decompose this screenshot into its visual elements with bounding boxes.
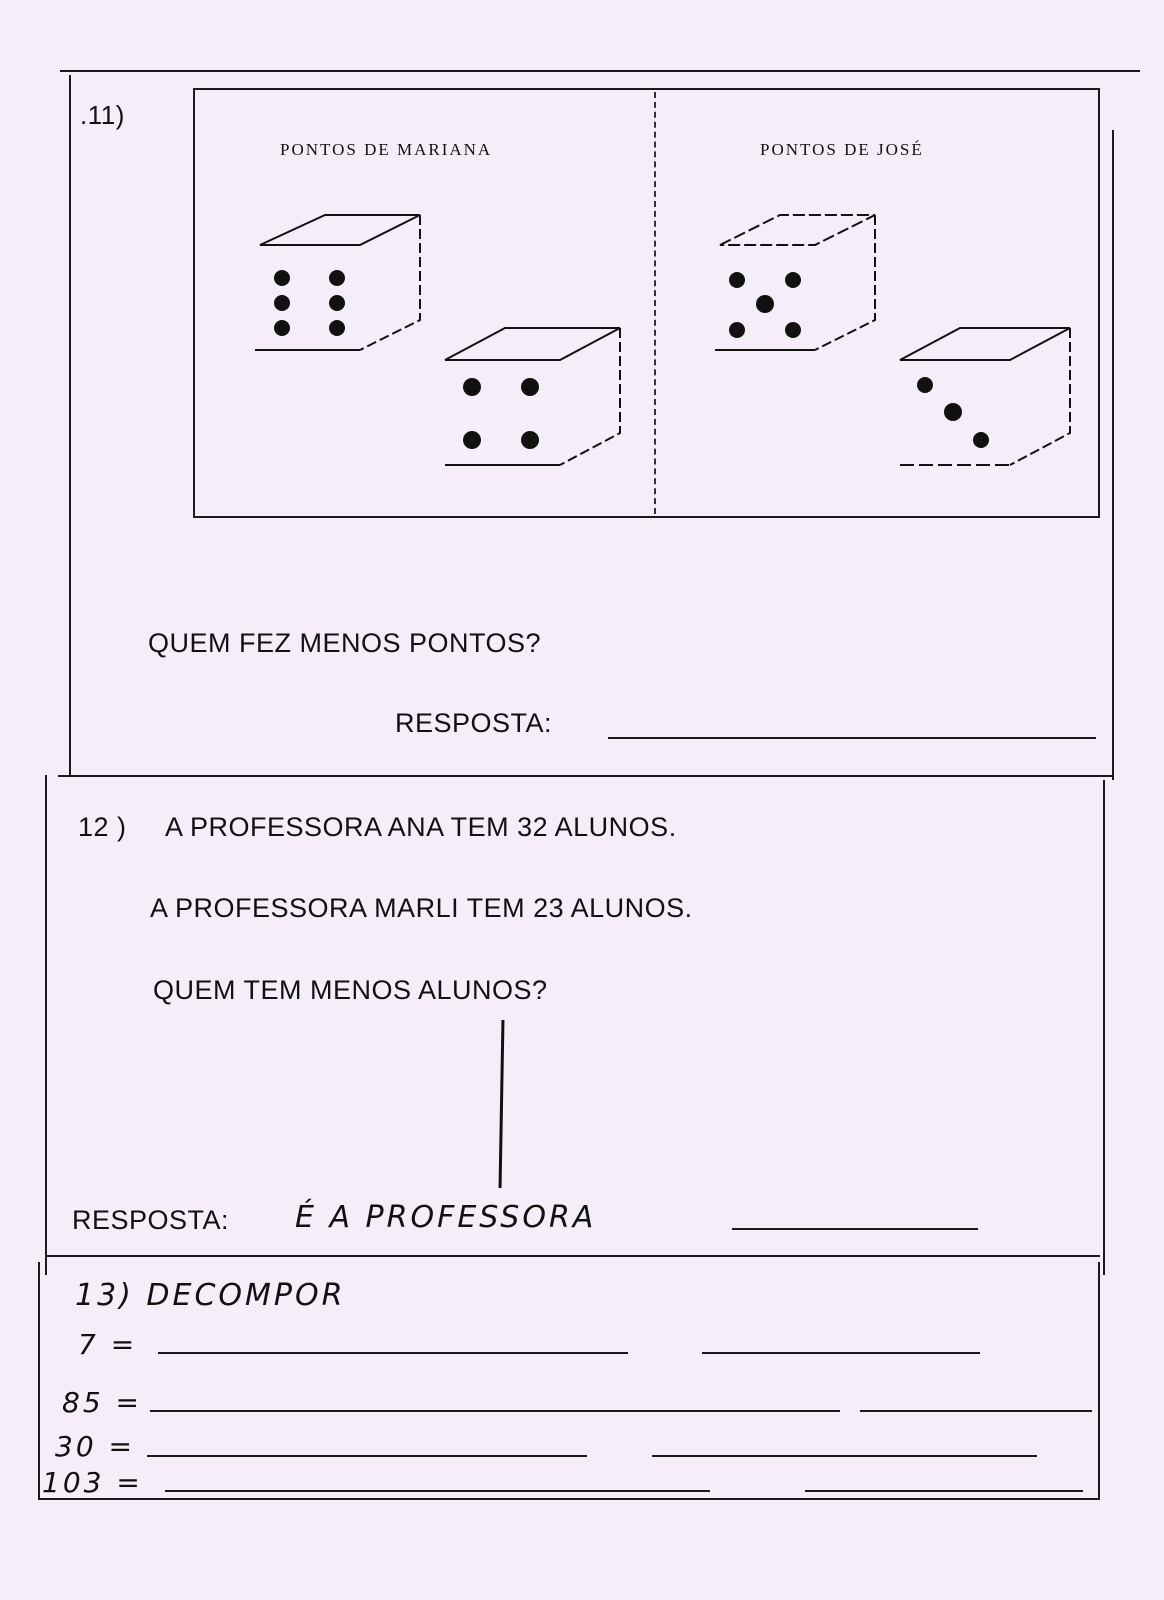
die-mariana-six: [250, 210, 430, 360]
left-border: [69, 75, 71, 775]
panel-title-mariana: PONTOS DE MARIANA: [280, 140, 493, 159]
q12-answer-label: RESPOSTA:: [72, 1205, 230, 1235]
q13-row1-blank2[interactable]: [702, 1352, 980, 1354]
q12-line2: A PROFESSORA MARLI TEM 23 ALUNOS.: [150, 893, 693, 923]
right-border-lower: [1103, 780, 1105, 1275]
divider-q11-q12: [58, 775, 1114, 777]
q12-answer-handwritten: É A PROFESSORA: [295, 1200, 597, 1235]
left-border-lower: [45, 775, 47, 1275]
q12-number: 12 ): [78, 812, 127, 842]
q13-title: 13) DECOMPOR: [75, 1278, 346, 1313]
pencil-stroke: [499, 1020, 505, 1188]
top-rule: [60, 70, 1140, 72]
q13-row4-blank1[interactable]: [165, 1490, 710, 1492]
left-border-bottom: [38, 1262, 40, 1500]
q13-row3-label: 30 =: [55, 1430, 135, 1463]
q12-line1: A PROFESSORA ANA TEM 32 ALUNOS.: [165, 812, 677, 842]
q11-answer-blank[interactable]: [608, 737, 1096, 739]
q13-row2-blank1[interactable]: [150, 1410, 840, 1412]
q13-row4-blank2[interactable]: [805, 1490, 1083, 1492]
q11-number: .11): [80, 100, 125, 130]
q12-answer-blank[interactable]: [732, 1228, 978, 1230]
q13-row2-blank2[interactable]: [860, 1410, 1092, 1412]
bottom-rule: [38, 1498, 1100, 1500]
q13-row1-blank1[interactable]: [158, 1352, 628, 1354]
q11-panel-divider: [654, 92, 656, 514]
die-mariana-four: [440, 325, 630, 475]
q11-question: QUEM FEZ MENOS PONTOS?: [148, 628, 542, 658]
q11-answer-label: RESPOSTA:: [395, 708, 553, 738]
panel-title-jose: PONTOS DE JOSÉ: [760, 140, 924, 159]
die-jose-three: [895, 325, 1080, 475]
q13-row1-label: 7 =: [78, 1328, 138, 1361]
q13-row4-label: 103 =: [42, 1466, 143, 1499]
right-border-bottom: [1098, 1262, 1100, 1500]
q12-question: QUEM TEM MENOS ALUNOS?: [153, 975, 548, 1005]
right-border: [1112, 130, 1114, 780]
q13-row2-label: 85 =: [62, 1386, 142, 1419]
die-jose-five: [710, 210, 890, 360]
divider-q12-q13: [45, 1255, 1100, 1257]
q13-row3-blank2[interactable]: [652, 1455, 1037, 1457]
q13-row3-blank1[interactable]: [147, 1455, 587, 1457]
